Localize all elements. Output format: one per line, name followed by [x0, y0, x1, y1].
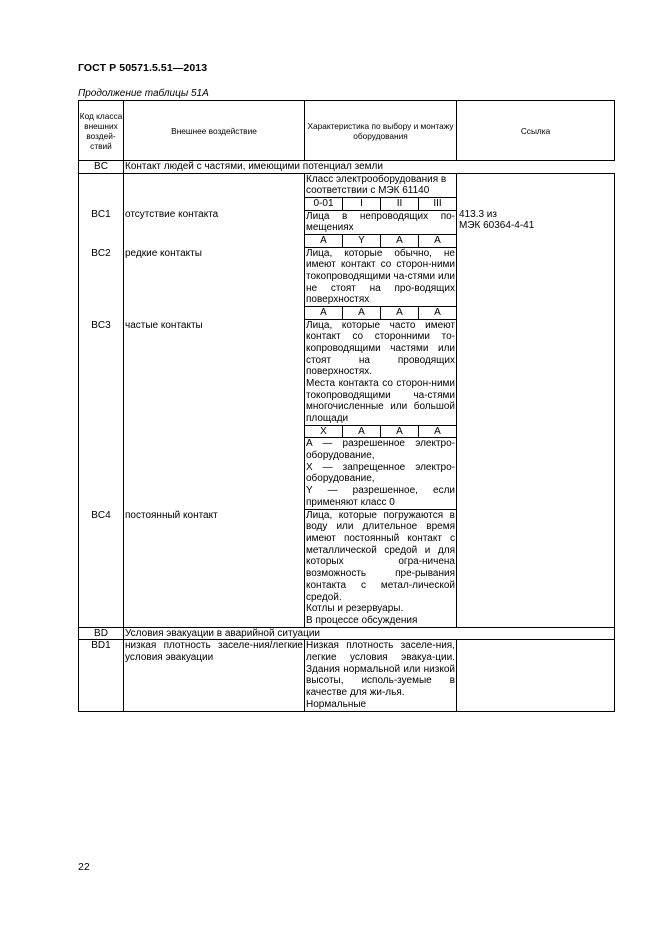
rating-grid-bc3	[304, 425, 457, 439]
class-cell: III	[419, 198, 457, 211]
group-code-bc: BC	[79, 161, 124, 174]
characteristic-bc4: Лица, которые погружаются в воду или длительное время имеют постоянный контакт с металлической средой и для которых огра-ничена возможность пре-рывания контакта с метал-лической средой.	[306, 509, 455, 603]
characteristic-bc3: Лица, которые часто имеют контакт со сторонними то-копроводящими частями или стоят на проводящих поверхностях.	[306, 319, 455, 378]
characteristic-bd1: Низкая плотность заселе-ния, легкие условия эвакуа-ции. Здания нормальной или низкой высоты, исполь-зуемые в качестве для жи-лья.	[306, 640, 455, 699]
example-bc4: Котлы и резервуары.	[306, 603, 404, 615]
characteristic-bc3-places: Места контакта со сторон-ними токопроводящими ча-стями многочисленные или большой площади	[306, 378, 455, 425]
class-cell: 0-01	[305, 198, 343, 211]
legend-x: X — запрещенное электро-оборудование,	[306, 461, 455, 485]
rating-cell: A	[343, 307, 381, 320]
table-row-bc2	[79, 248, 615, 320]
impact-bc2: редкие контакты	[124, 248, 305, 320]
status-bd1: Нормальные	[306, 698, 367, 710]
group-title-bd: Условия эвакуации в аварийной ситуации	[124, 627, 615, 640]
rating-cell: A	[305, 235, 343, 248]
table-row-bd1	[79, 640, 615, 711]
rating-grid-bc1	[304, 234, 457, 248]
reference-line-1: 413.3 из	[459, 208, 497, 220]
code-bc2: BC2	[79, 248, 124, 320]
characteristic-bc2: Лица, которые обычно, не имеют контакт со сторон-ними токопроводящими ча-стями или не стоят на про-водящих поверхностях	[306, 247, 455, 306]
characteristic-bc1: Лица в непроводящих по-мещениях	[306, 210, 455, 234]
legend-y: Y — разрешенное, если применяют класс 0	[306, 485, 455, 508]
table-row-bc3	[79, 320, 615, 510]
rating-cell: A	[419, 235, 457, 248]
page-number: 22	[78, 861, 90, 873]
impact-bc1: отсутствие контакта	[125, 208, 219, 220]
rating-cell: A	[305, 307, 343, 320]
class-cell: II	[381, 198, 419, 211]
impact-bd1: низкая плотность заселе-ния/легкие условия эвакуации	[124, 640, 305, 711]
code-bc4: BC4	[79, 510, 124, 628]
rating-cell: A	[381, 235, 419, 248]
header-impact: Внешнее воздействие	[124, 101, 305, 161]
header-reference: Ссылка	[457, 101, 615, 161]
rating-cell: A	[381, 307, 419, 320]
reference-line-2: МЭК 60364-4-41	[459, 220, 535, 232]
rating-cell: A	[419, 425, 457, 438]
document-header: ГОСТ Р 50571.5.51—2013	[78, 62, 208, 74]
class-header-grid	[304, 197, 457, 211]
class-intro: Класс электрооборудования в соответствии с МЭК 61140	[306, 173, 447, 197]
table-row-bc4	[79, 510, 615, 628]
rating-cell: X	[305, 425, 343, 438]
code-bd1: BD1	[79, 640, 124, 711]
header-characteristic: Характеристика по выбору и монтажу оборудования	[305, 101, 457, 161]
rating-cell: A	[419, 307, 457, 320]
rating-grid-bc2	[304, 306, 457, 320]
header-code: Код класса внешних воздей- ствий	[79, 101, 124, 161]
group-code-bd: BD	[79, 627, 124, 640]
status-bc4: В процессе обсуждения	[306, 614, 418, 626]
code-bc3: BC3	[79, 320, 124, 510]
rating-cell: A	[381, 425, 419, 438]
impact-bc3: частые контакты	[124, 320, 305, 510]
group-row-bd	[79, 627, 615, 640]
group-title-bc: Контакт людей с частями, имеющими потенциал земли	[124, 161, 615, 174]
rating-cell: A	[343, 425, 381, 438]
table-row-bc1	[79, 173, 615, 247]
code-bc1: BC1	[91, 208, 111, 220]
rating-cell: Y	[343, 235, 381, 248]
impact-bc4: постоянный контакт	[124, 510, 305, 628]
group-row-bc	[79, 161, 615, 174]
class-cell: I	[343, 198, 381, 211]
legend-a: A — разрешенное электро-оборудование,	[306, 438, 455, 462]
table-caption: Продолжение таблицы 51А	[78, 88, 209, 99]
external-influences-table	[78, 100, 615, 712]
